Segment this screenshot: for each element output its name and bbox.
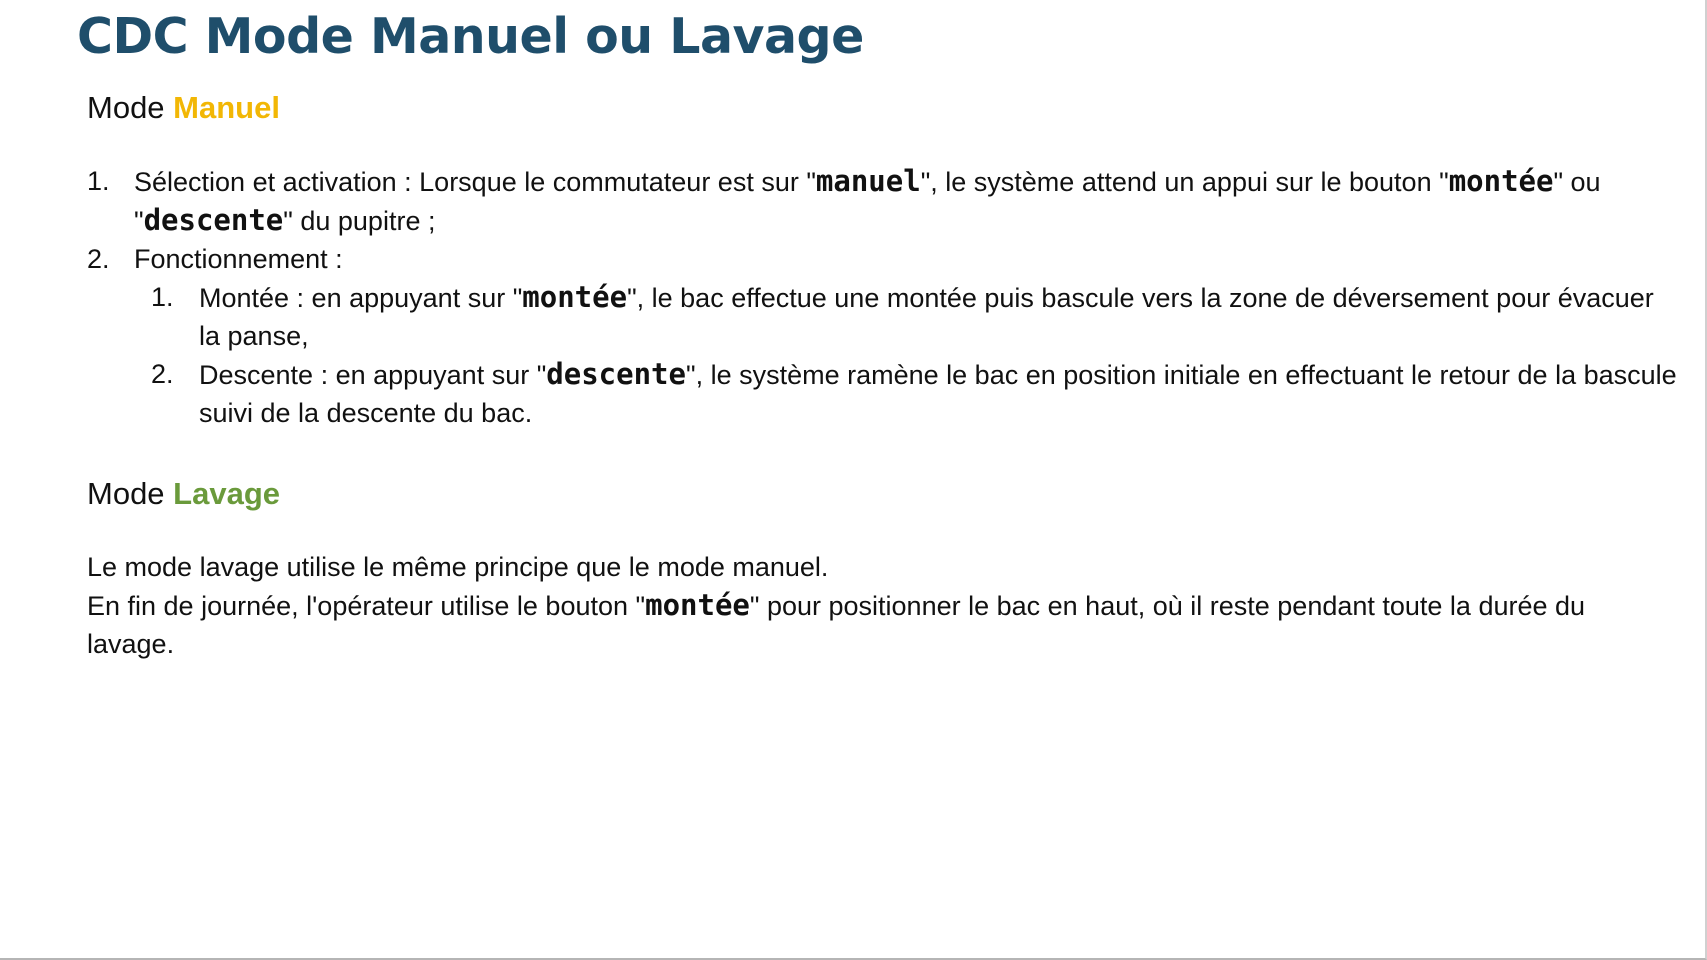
item-text: ", le bac effectue une montée puis bascule vers la zone de déversement pour évacuer la panse,	[199, 283, 1654, 351]
list-item	[87, 240, 1677, 278]
item-text: Sélection et activation : Lorsque le commutateur est sur "	[134, 167, 816, 197]
lavage-line-1: Le mode lavage utilise le même principe que le mode manuel.	[87, 552, 829, 582]
item-text: " pour positionner le bac en haut, où il reste pendant toute la durée du lavage.	[87, 591, 1586, 659]
section-heading-lavage	[87, 474, 1677, 514]
keyword: descente	[143, 203, 284, 237]
item-text: Descente : en appuyant sur "	[199, 360, 547, 390]
item-text: ", le système ramène le bac en position initiale en effectuant le retour de la bascule suivi de la descente du bac.	[199, 360, 1677, 428]
list-number: 2.	[151, 359, 174, 389]
lavage-body	[87, 548, 1677, 663]
sub-list-item	[87, 278, 1677, 355]
slide-title: CDC Mode Manuel ou Lavage	[77, 8, 864, 65]
list-number: 2.	[87, 244, 110, 274]
heading-accent-manuel: Manuel	[173, 90, 280, 125]
sub-list-item	[87, 355, 1677, 432]
item-text: Fonctionnement :	[134, 244, 343, 274]
manuel-steps-list	[87, 162, 1677, 278]
item-text: " ou "	[134, 167, 1601, 236]
slide-content	[87, 88, 1677, 663]
item-text: ", le système attend un appui sur le bouton "	[920, 167, 1449, 197]
item-text: " du pupitre ;	[283, 206, 436, 236]
item-text: En fin de journée, l'opérateur utilise le bouton "	[87, 591, 646, 621]
keyword: montée	[1448, 164, 1554, 198]
spacer	[87, 432, 1677, 474]
heading-prefix: Mode	[87, 90, 174, 125]
heading-accent-lavage: Lavage	[173, 476, 281, 511]
keyword: montée	[522, 280, 628, 314]
keyword: manuel	[815, 164, 921, 198]
list-number: 1.	[87, 166, 110, 196]
list-item	[87, 162, 1677, 240]
section-heading-manuel	[87, 88, 1677, 128]
heading-prefix: Mode	[87, 476, 174, 511]
lavage-line-2	[87, 586, 1677, 663]
item-text: Montée : en appuyant sur "	[199, 283, 523, 313]
fonctionnement-sublist	[87, 278, 1677, 432]
list-number: 1.	[151, 282, 174, 312]
keyword: montée	[645, 588, 750, 622]
keyword: descente	[546, 357, 686, 391]
